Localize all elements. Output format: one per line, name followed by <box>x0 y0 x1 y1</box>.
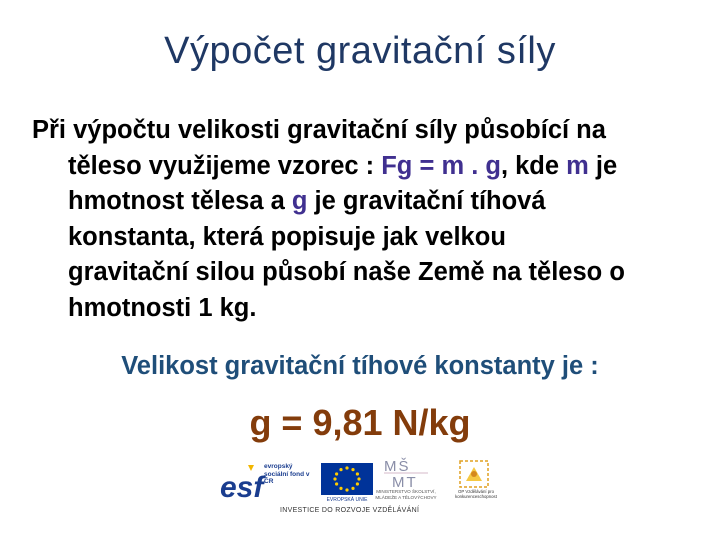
investice-caption: INVESTICE DO ROZVOJE VZDĚLÁVÁNÍ <box>280 507 420 514</box>
constant-formula: g = 9,81 N/kg <box>249 402 471 443</box>
body-text-segment: , kde <box>500 151 567 180</box>
body-text-segment: je <box>588 151 618 180</box>
body-line-5: gravitační silou působí naše Země na těleso o <box>68 258 625 286</box>
formula-inline: Fg = m . g <box>381 151 501 180</box>
esf-logo-text: evropský sociální fond v ČR <box>264 463 310 485</box>
esf-logo <box>218 461 310 505</box>
body-line-1: Při výpočtu velikosti gravitační síly působící na <box>32 116 606 144</box>
constant-subheading: Velikost gravitační tíhové konstanty je : <box>121 352 599 380</box>
body-text-segment: těleso využijeme vzorec : <box>68 151 382 180</box>
variable-g: g <box>291 187 308 215</box>
logo-strip <box>210 455 510 525</box>
eu-logo-text: EVROPSKÁ UNIE <box>326 497 368 503</box>
slide-title: Výpočet gravitační síly <box>164 30 556 72</box>
body-text <box>32 113 692 326</box>
msmt-logo-text: MINISTERSTVO ŠKOLSTVÍ, MLÁDEŽE A TĚLOVÝCHOVY <box>375 489 437 500</box>
svg-text:MŠ: MŠ <box>384 458 411 475</box>
body-line-3 <box>32 184 692 220</box>
body-line-2 <box>32 149 692 185</box>
variable-m: m <box>566 151 589 180</box>
body-line-6: hmotnosti 1 kg. <box>68 293 257 322</box>
body-line-4: konstanta, která popisuje jak velkou <box>68 222 506 251</box>
svg-text:MT: MT <box>392 474 418 489</box>
body-text-segment: je gravitační tíhová <box>307 187 546 215</box>
svg-text:esf: esf <box>220 471 264 504</box>
op-logo-text: OP Vzdělávání pro konkurenceschopnost <box>455 489 497 499</box>
eu-flag-logo <box>317 461 377 505</box>
msmt-logo <box>370 457 442 505</box>
body-text-segment: hmotnost tělesa a <box>68 187 292 215</box>
op-logo <box>446 457 504 505</box>
